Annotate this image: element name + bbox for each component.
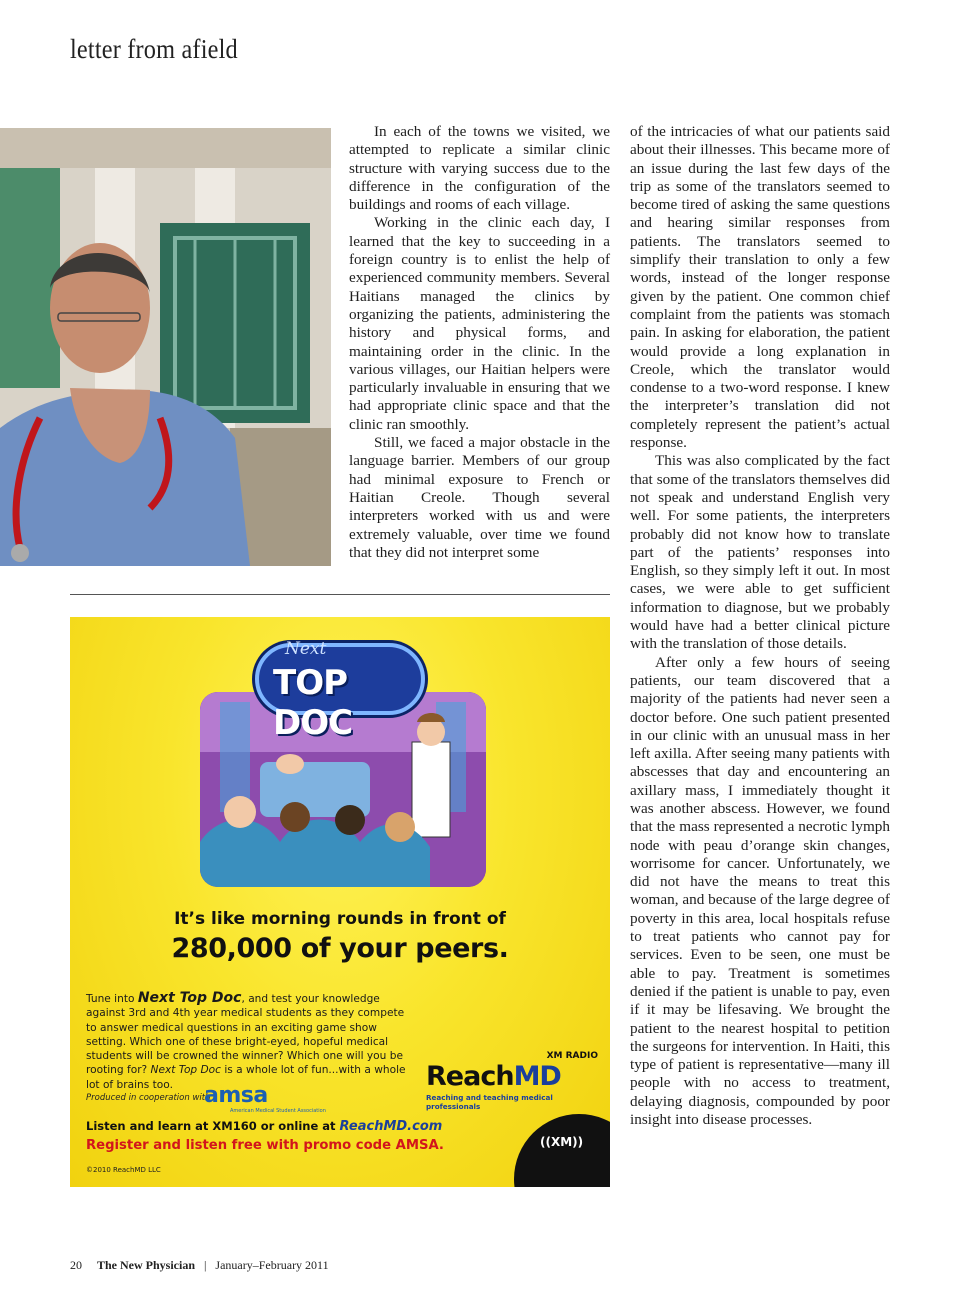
md-text: MD — [513, 1061, 561, 1092]
article-column-2 — [630, 123, 890, 1129]
amsa-logo: amsa — [204, 1083, 268, 1108]
paragraph: After only a few hours of seeing patients, our team discovered that a majority of the patients had never seen a doctor before. One such patient presented in our clinic with an unusual mass in her left axilla. After seeing many patients with abscesses that day and encountering an axillary mass, I immediately thought it was another abscess. However, we found that the mass represented a necrotic lymph node with peau d’orange skin changes, worrisome for cancer. Unfortunately, we did not have the means to treat this woman, and because of the large degree of poverty in this area, local hospitals refuse to treat patients who cannot pay for services. Even to be seen, one must be able to pay. Treatment is sometimes denied if the patient is unable to pay, even if it may be lifesaving. We brought the patient to the nearest hospital to petition the surgeons for intervention. In Haiti, this type of patient is representative—many ill people with no access to treatment, delaying diagnosis, compounded by poor insight into disease processes. — [630, 653, 890, 1129]
reachmd-link[interactable]: ReachMD.com — [339, 1119, 443, 1134]
ad-body-rest: , and test your knowledge against 3rd and 4th year medical students as they compete to answer medical questions in an exciting game show setting. Which one of these bright-eyed, hopeful medical students will be crowned the winner? Which one will you be rooting for? — [86, 993, 405, 1077]
ad-show-name: Next Top Doc — [137, 990, 242, 1006]
xm-radio-label: XM RADIO — [546, 1051, 598, 1061]
logo-next-text: Next — [285, 639, 327, 659]
divider — [70, 594, 610, 595]
reachmd-tagline: Reaching and teaching medical professionals — [426, 1093, 553, 1111]
ad-body-text — [86, 991, 416, 1092]
article-column-1 — [349, 123, 610, 562]
paragraph: of the intricacies of what our patients said about their illnesses. This became more of an issue during the last few days of the trip as some of the translators seemed to become tired of asking the same questions and hearing similar responses from patients. The translators seemed to simplify their translation to only a few words, instead of the longer response given by the patient. One common chief complaint from the patients was stomach pain. In asking for elaboration, the patient would provide a long explanation in Creole, which the translator would condense to a two-word response. I knew the interpreter’s translation did not completely represent the patient’s actual response. — [630, 123, 890, 452]
photo-of-doctor-with-stethoscope-icon — [0, 128, 331, 566]
ad-body-end: is a whole lot of fun...with a whole lot of brains too. — [86, 1064, 406, 1091]
page-footer — [70, 1258, 329, 1273]
xm-logo-icon — [514, 1114, 610, 1187]
ad-headline-line-2: 280,000 of your peers. — [171, 933, 509, 964]
ad-body-lead: Tune into — [86, 993, 138, 1005]
next-top-doc-logo — [255, 635, 425, 743]
ad-headline-line-1: It’s like morning rounds in front of — [174, 909, 506, 929]
reach-text: Reach — [426, 1061, 514, 1092]
amsa-subtitle: American Medical Student Association — [230, 1108, 326, 1114]
logo-top-doc-text: TOP DOC — [273, 663, 353, 743]
listen-text: Listen and learn at XM160 or online at — [86, 1119, 340, 1133]
reachmd-logo — [426, 1047, 606, 1111]
magazine-name: The New Physician — [97, 1258, 196, 1272]
coop-label: Produced in cooperation with — [86, 1093, 211, 1103]
paragraph: Still, we faced a major obstacle in the language barrier. Members of our group had minimal exposure to French or Haitian Creole. Though several interpreters worked with us and were extremely valuable, over time we found that they did not interpret some — [349, 434, 610, 561]
section-title: letter from afield — [70, 34, 238, 64]
ad-copyright: ©2010 ReachMD LLC — [86, 1166, 161, 1174]
ad-listen-line — [86, 1119, 442, 1134]
issue-date: January–February 2011 — [215, 1258, 329, 1272]
ad-show-name-2: Next Top Doc — [150, 1064, 221, 1077]
footer-separator: | — [204, 1258, 207, 1272]
ad-register-line: Register and listen free with promo code AMSA. — [86, 1138, 444, 1153]
reachmd-name — [426, 1061, 561, 1092]
paragraph: Working in the clinic each day, I learned that the key to succeeding in a foreign country is to enlist the help of experienced community members. Several Haitians managed the clinics by organizing the patients, administering the history and physical forms, and maintaining order in the clinic. In the various villages, our Haitian helpers were particularly invaluable in ensuring that we had appropriate clinic space and that the clinic ran smoothly. — [349, 214, 610, 433]
advertisement — [70, 617, 610, 1187]
paragraph: In each of the towns we visited, we attempted to replicate a similar clinic structure with varying success due to the difference in the configuration of the buildings and rooms of each village. — [349, 123, 610, 214]
page-number: 20 — [70, 1258, 82, 1272]
paragraph: This was also complicated by the fact that some of the translators themselves did not speak and understand English very well. For some patients, the interpreters probably did not know how to translate part of the patients’ responses into English, so they simply left it out. In most cases, we were able to get sufficient information to diagnose, but we probably would have had a better clinical picture with the translation of those details. — [630, 452, 890, 653]
xm-logo-text: ((XM)) — [540, 1135, 584, 1149]
